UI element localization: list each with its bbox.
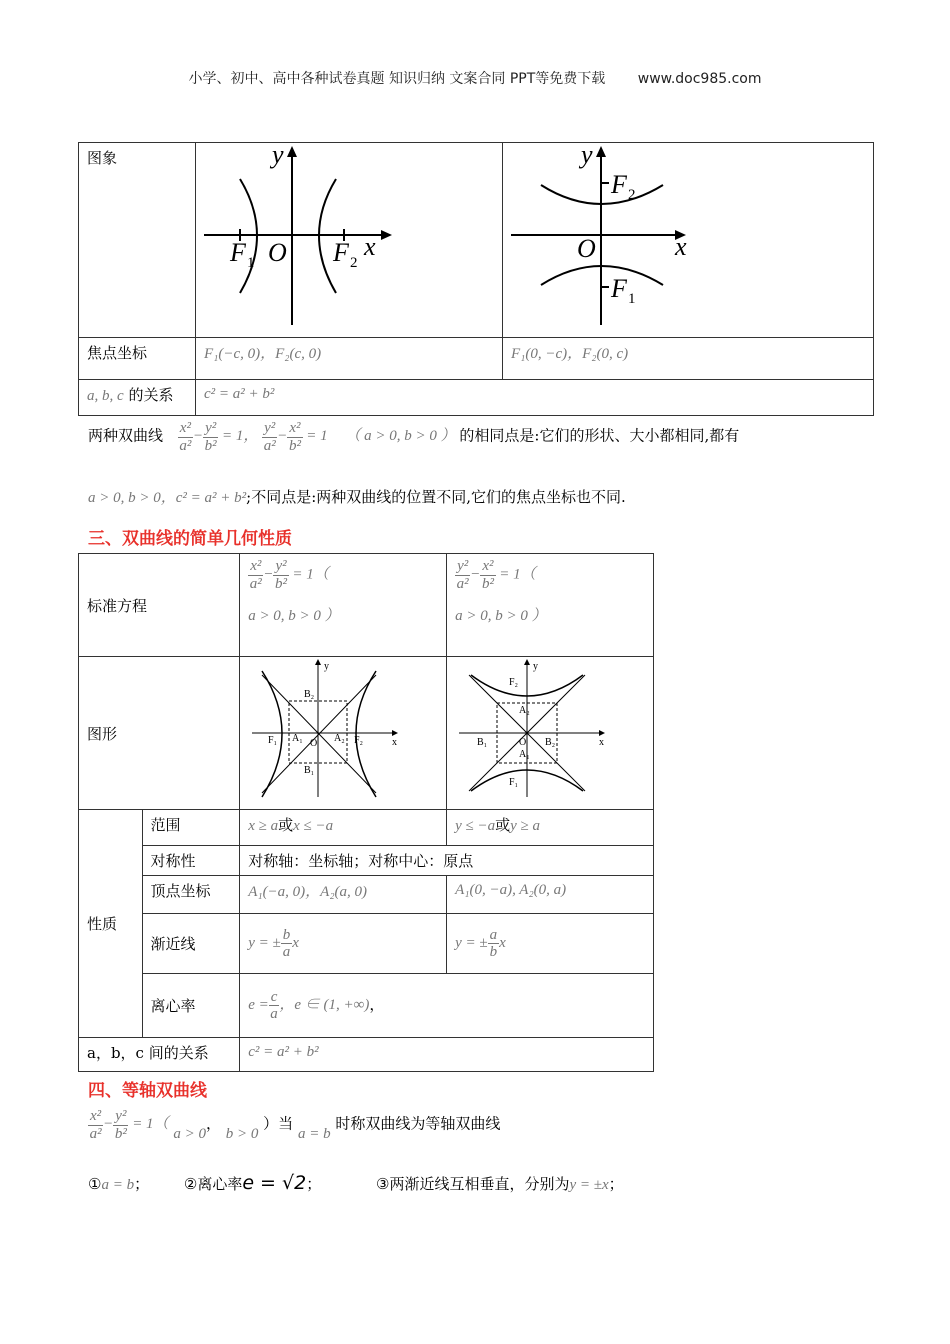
frac-num: x² xyxy=(250,558,262,574)
range-left-cell xyxy=(240,810,447,846)
y-label: y xyxy=(324,661,330,672)
paragraph-equiaxial xyxy=(88,1108,500,1142)
frac-den: a² xyxy=(249,575,262,592)
range-left-b: x ≤ −a xyxy=(293,818,334,834)
origin-label: O xyxy=(519,737,527,748)
properties-table xyxy=(78,553,654,1072)
range-right-b: y ≥ a xyxy=(510,818,540,834)
frac-num: y² xyxy=(457,558,469,574)
f2-label: F₂ xyxy=(509,677,519,688)
paragraph-properties xyxy=(88,1172,624,1194)
b1-label: B₁ xyxy=(477,737,488,748)
asym-label: 渐近线 xyxy=(150,935,196,953)
fig-label: 图形 xyxy=(87,724,118,743)
f1-label: F₁ xyxy=(268,735,278,746)
frac-num: b xyxy=(282,926,291,943)
graph-right-cell xyxy=(503,143,874,338)
x-label: x xyxy=(392,737,398,748)
para4-comma: ， xyxy=(205,1114,221,1133)
focus1-sub: 1 xyxy=(247,255,255,271)
range-left-a: x ≥ a xyxy=(248,818,279,834)
std-right-cell xyxy=(447,554,654,657)
a1-label: A₁ xyxy=(519,749,530,760)
frac-den: b² xyxy=(481,575,494,592)
range-right-cell xyxy=(447,810,654,846)
frac-num: c xyxy=(270,988,278,1005)
minus: − xyxy=(263,566,274,583)
para1-suffix: 的相同点是:它们的形状、大小都相同,都有 xyxy=(459,426,740,445)
header-text: 小学、初中、高中各种试卷真题 知识归纳 文案合同 PPT等免费下载 xyxy=(188,71,606,87)
ecc-label: 离心率 xyxy=(150,997,196,1015)
item1-math: a = b xyxy=(101,1177,135,1193)
a2-label: A₂ xyxy=(334,733,345,744)
abc-label-cell xyxy=(79,1038,240,1072)
a1-label: A₁ xyxy=(292,733,303,744)
fig-right-cell xyxy=(447,657,654,810)
frac-num: x² xyxy=(289,420,301,436)
section-3-title: 三、双曲线的简单几何性质 xyxy=(88,529,292,549)
section-4-title: 四、等轴双曲线 xyxy=(88,1081,207,1101)
vertex-left: A₁(−a, 0)，A₂(a, 0) xyxy=(248,884,368,900)
range-left-or: 或 xyxy=(278,816,294,834)
focus-label: 焦点坐标 xyxy=(87,344,148,362)
item1-sep: ； xyxy=(134,1175,150,1193)
fig-left-cell xyxy=(240,657,447,810)
frac-num: x² xyxy=(482,558,494,574)
para1-line2-math: a > 0, b > 0，c² = a² + b² xyxy=(88,490,247,506)
y-axis-label: y xyxy=(581,143,593,169)
focus-left-cell xyxy=(196,338,503,380)
frac-den: b² xyxy=(288,437,301,454)
asym-label-cell xyxy=(142,914,240,974)
minus: − xyxy=(103,1116,114,1133)
abc-value: c² = a² + b² xyxy=(248,1044,319,1060)
focus-left-value: F₁(−c, 0)，F₂(c, 0) xyxy=(204,346,322,362)
std-right-cond: a > 0, b > 0 ） xyxy=(455,608,547,624)
frac-den: a² xyxy=(179,437,192,454)
frac-num: x² xyxy=(90,1108,102,1124)
para1-eq2: = 1 xyxy=(306,428,328,445)
frac-den: a² xyxy=(456,575,469,592)
y-axis-label: y xyxy=(272,143,284,169)
frac-num: y² xyxy=(205,420,217,436)
range-right-or: 或 xyxy=(495,816,511,834)
para1-prefix: 两种双曲线 xyxy=(88,426,164,445)
x-label: x xyxy=(599,737,605,748)
frac-num: x² xyxy=(179,420,191,436)
asym-right-cell xyxy=(447,914,654,974)
vertex-left-cell xyxy=(240,876,447,914)
origin-label: O xyxy=(577,234,596,263)
b2-label: B₂ xyxy=(304,689,315,700)
rel-label-cell xyxy=(79,380,196,416)
prop-label-cell xyxy=(79,810,143,1038)
para1-eq1: = 1， xyxy=(221,428,259,445)
rel-value-cell xyxy=(196,380,874,416)
rel-value: c² = a² + b² xyxy=(204,386,275,402)
item3-text: ③两渐近线互相垂直，分别为 xyxy=(376,1175,570,1193)
vertex-right: A₁(0, −a), A₂(0, a) xyxy=(455,882,567,898)
origin-label: O xyxy=(310,738,318,749)
prop-label: 性质 xyxy=(87,915,118,933)
frac-num: y² xyxy=(275,558,287,574)
para4-cond-b: b > 0 xyxy=(225,1126,259,1143)
focus-right-cell xyxy=(503,338,874,380)
minus: − xyxy=(470,566,481,583)
graph-left-cell xyxy=(196,143,503,338)
abc-value-cell xyxy=(240,1038,654,1072)
header-url[interactable]: www.doc985.com xyxy=(637,71,762,87)
para4-ab: a = b xyxy=(297,1126,331,1143)
image-label: 图象 xyxy=(87,149,118,167)
para4-suffix: 时称双曲线为等轴双曲线 xyxy=(335,1114,501,1133)
a2-label: A₂ xyxy=(519,705,530,716)
frac-den: b² xyxy=(275,575,288,592)
ecc-tail: ， xyxy=(369,994,385,1013)
sym-value-cell xyxy=(240,846,654,876)
ecc-pre: e = xyxy=(248,996,269,1013)
sym-label-cell xyxy=(142,846,240,876)
frac-den: a xyxy=(282,944,291,960)
para4-cond-a: a > 0 xyxy=(173,1126,206,1143)
rel-label-math: a, b, c xyxy=(87,388,124,404)
asym-left-post: x xyxy=(292,934,299,951)
frac-num: y² xyxy=(115,1108,127,1124)
std-label-cell xyxy=(79,554,240,657)
range-label: 范围 xyxy=(150,816,181,834)
frac-den: a² xyxy=(89,1125,102,1142)
focus-table xyxy=(78,142,874,416)
std-left-cond: a > 0, b > 0 ） xyxy=(248,608,340,624)
fig-label-cell xyxy=(79,657,240,810)
ecc-label-cell xyxy=(142,974,240,1038)
focus1-label: F xyxy=(230,238,246,267)
focus1-label: F xyxy=(611,274,627,303)
frac-den: b xyxy=(489,944,498,960)
vertex-label-cell xyxy=(142,876,240,914)
frac-den: a xyxy=(270,1006,278,1022)
image-label-cell xyxy=(79,143,196,338)
para4-when: ）当 xyxy=(263,1114,294,1133)
std-label: 标准方程 xyxy=(87,596,148,615)
focus2-sub: 2 xyxy=(628,187,636,203)
para1-cond: （ a > 0, b > 0 ） xyxy=(345,428,456,445)
item3-sep: ； xyxy=(608,1175,624,1193)
x-axis-label: x xyxy=(364,232,376,261)
f1-label: F₁ xyxy=(509,777,519,788)
ecc-value-cell xyxy=(240,974,654,1038)
item2-math: e = √2 xyxy=(242,1172,307,1194)
minus: − xyxy=(192,428,204,445)
para4-eq: = 1（ xyxy=(132,1116,169,1133)
frac-den: a² xyxy=(263,437,276,454)
focus1-sub: 1 xyxy=(628,291,636,307)
range-right-a: y ≤ −a xyxy=(455,818,496,834)
asym-right-post: x xyxy=(499,934,506,951)
focus-right-value: F₁(0, −c)，F₂(0, c) xyxy=(511,346,629,362)
hyperbola-y-figure xyxy=(447,657,652,805)
hyperbola-horizontal-graph xyxy=(196,143,502,333)
paragraph-compare-2 xyxy=(88,486,626,507)
frac-num: a xyxy=(489,926,498,943)
vertex-right-cell xyxy=(447,876,654,914)
asym-left-cell xyxy=(240,914,447,974)
para1-line2-text: ;不同点是:两种双曲线的位置不同,它们的焦点坐标也不同. xyxy=(246,488,626,506)
b1-label: B₁ xyxy=(304,765,315,776)
b2-label: B₂ xyxy=(545,737,556,748)
range-label-cell xyxy=(142,810,240,846)
asym-left-pre: y = ± xyxy=(248,934,281,951)
asym-right-pre: y = ± xyxy=(455,934,488,951)
vertex-label: 顶点坐标 xyxy=(150,882,211,900)
focus-label-cell xyxy=(79,338,196,380)
paragraph-compare xyxy=(88,420,739,454)
std-left-cell xyxy=(240,554,447,657)
sym-label: 对称性 xyxy=(150,852,196,870)
item2-text: ②离心率 xyxy=(183,1175,243,1193)
std-left-eq: = 1（ xyxy=(292,566,329,583)
frac-den: b² xyxy=(204,437,217,454)
minus: − xyxy=(277,428,288,445)
rel-label-text: 的关系 xyxy=(128,386,174,404)
focus2-label: F xyxy=(333,238,349,267)
item1-marker: ① xyxy=(88,1175,102,1193)
origin-label: O xyxy=(268,238,287,267)
abc-label: a，b，c 间的关系 xyxy=(87,1044,209,1062)
hyperbola-vertical-graph xyxy=(503,143,873,333)
f2-label: F₂ xyxy=(354,735,364,746)
ecc-post: ，e ∈ (1, +∞) xyxy=(279,996,370,1013)
y-label: y xyxy=(533,661,539,672)
focus2-label: F xyxy=(611,170,627,199)
item2-sep: ； xyxy=(306,1175,322,1193)
hyperbola-x-figure xyxy=(240,657,445,805)
item3-math: y = ±x xyxy=(569,1177,609,1193)
page-header xyxy=(0,68,950,88)
frac-den: b² xyxy=(114,1125,127,1142)
sym-value: 对称轴：坐标轴；对称中心：原点 xyxy=(248,852,474,870)
std-right-eq: = 1（ xyxy=(499,566,536,583)
focus2-sub: 2 xyxy=(350,255,358,271)
frac-num: y² xyxy=(264,420,276,436)
x-axis-label: x xyxy=(675,232,687,261)
